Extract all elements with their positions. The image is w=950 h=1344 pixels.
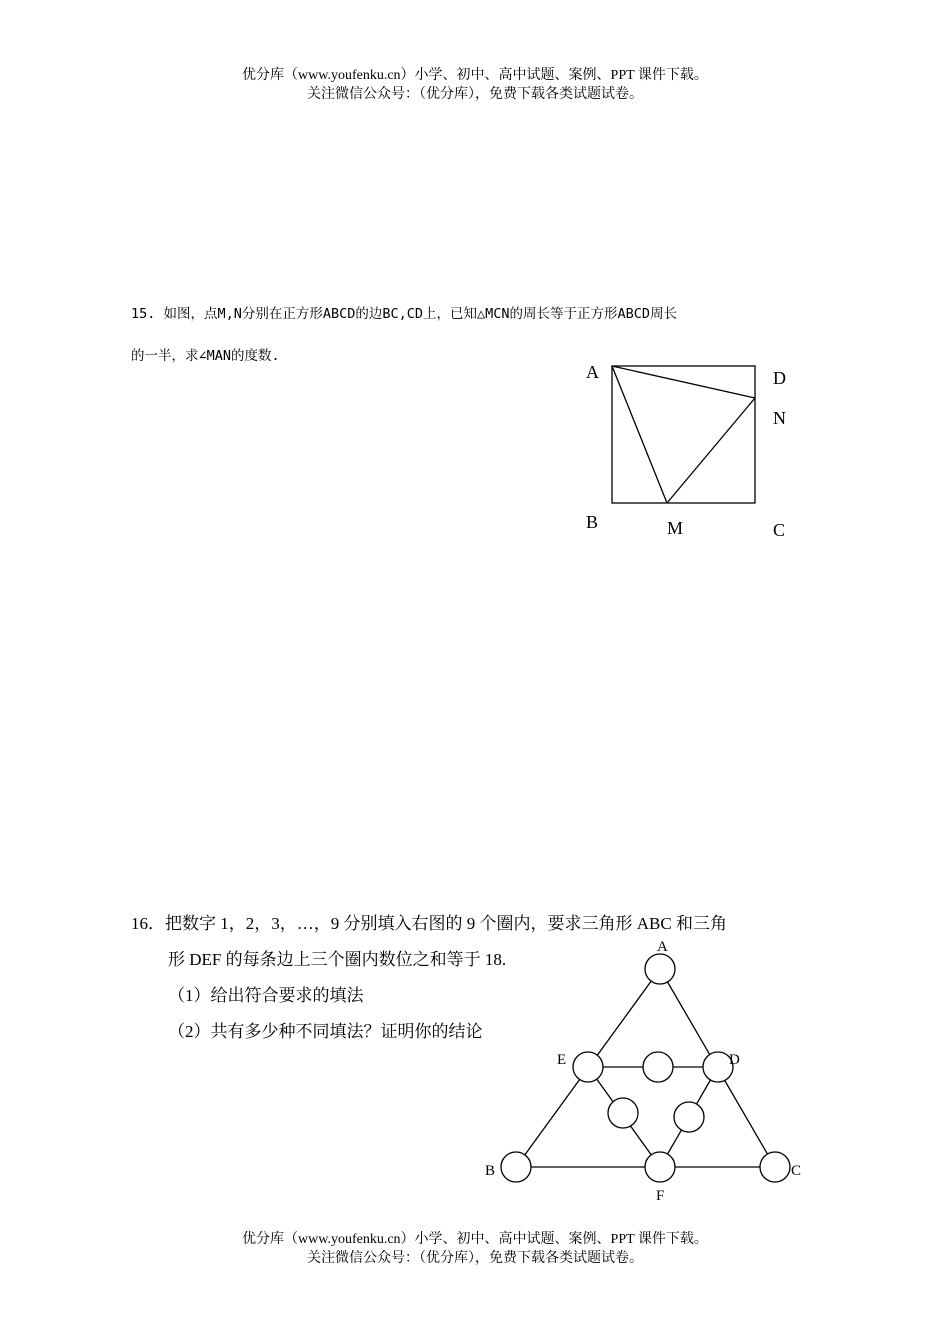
footer-line-1: 优分库（www.youfenku.cn）小学、初中、高中试题、案例、PPT 课件下载。 — [242, 1232, 708, 1247]
circle-df-mid[interactable] — [674, 1102, 704, 1132]
circle-ed-mid[interactable] — [643, 1052, 673, 1082]
label-c: C — [773, 520, 786, 540]
label-a: A — [586, 362, 599, 382]
square-figure — [612, 366, 755, 503]
circle-e[interactable] — [573, 1052, 603, 1082]
question-16 — [131, 906, 821, 1050]
tri-label-d: D — [729, 1052, 740, 1068]
tri-label-a: A — [657, 939, 668, 955]
segment-an — [612, 366, 755, 398]
question-15-line-1: 15. 如图，点M,N分别在正方形ABCD的边BC,CD上，已知△MCN的周长等于正方形ABCD周长 — [131, 306, 678, 322]
header-line-1: 优分库（www.youfenku.cn）小学、初中、高中试题、案例、PPT 课件下载。 — [242, 68, 708, 83]
label-b: B — [586, 512, 599, 532]
header-line-2: 关注微信公众号：（优分库），免费下载各类试题试卷。 — [307, 87, 643, 102]
tri-label-e: E — [557, 1052, 567, 1068]
segment-am — [612, 366, 667, 503]
page-footer — [0, 1230, 950, 1268]
segment-mn — [667, 398, 755, 503]
label-m: M — [667, 518, 684, 538]
label-n: N — [773, 408, 786, 428]
circle-f[interactable] — [645, 1152, 675, 1182]
question-15-line-2: 的一半，求∠MAN的度数. — [131, 348, 280, 364]
question-16-part-1: （1）给出符合要求的填法 — [168, 986, 364, 1005]
circle-ef-mid[interactable] — [608, 1098, 638, 1128]
footer-line-2: 关注微信公众号：（优分库），免费下载各类试题试卷。 — [307, 1251, 643, 1266]
question-16-part-2: （2）共有多少种不同填法？证明你的结论 — [168, 1022, 483, 1041]
tri-label-c: C — [791, 1163, 802, 1179]
question-16-line-1: 16．把数字 1，2，3，…，9 分别填入右图的 9 个圈内，要求三角形 ABC 和三角 — [131, 914, 727, 933]
circle-c[interactable] — [760, 1152, 790, 1182]
tri-label-b: B — [485, 1163, 496, 1179]
square-labels — [586, 362, 786, 540]
label-d: D — [773, 368, 786, 388]
tri-label-f: F — [656, 1188, 665, 1204]
question-16-line-2: 形 DEF 的每条边上三个圈内数位之和等于 18. — [168, 950, 507, 969]
circle-b[interactable] — [501, 1152, 531, 1182]
